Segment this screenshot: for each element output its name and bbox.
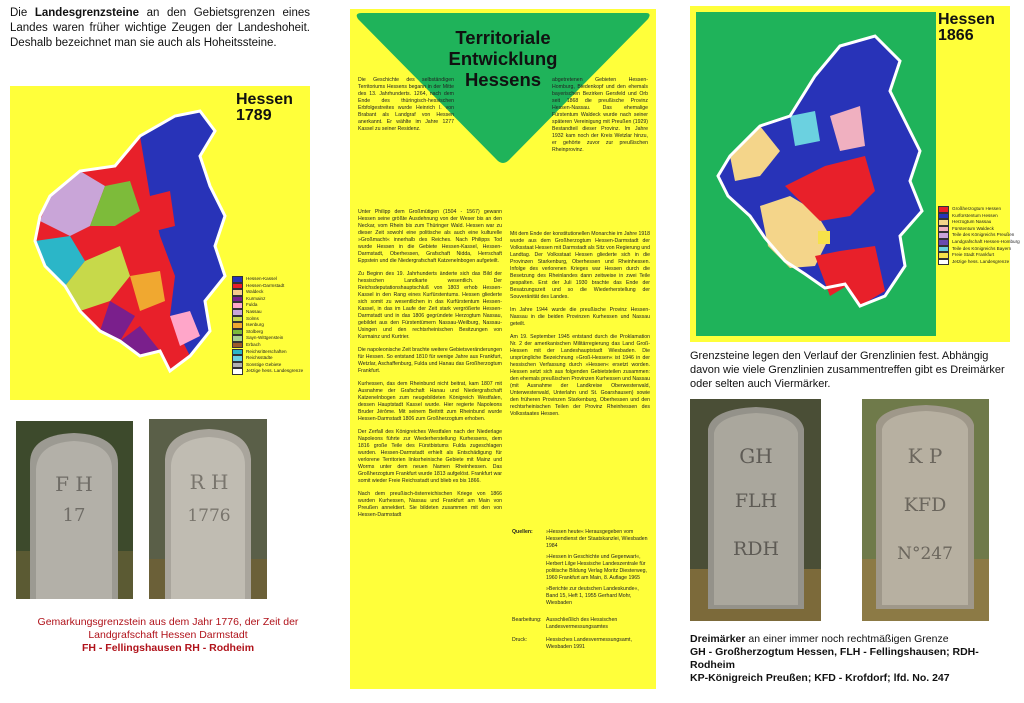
brochure-paragraph: Kurhessen, das dem Rheinbund nicht beitrat, kam 1807 mit Ausnahme der Grafschaft Hanau und Niedergrafschaft Katzenelnbogen zum neugebildeten Königreich Westfalen, dessen Hauptstadt Kassel wurde. Hier regierte Napoleons Bruder Jérôme. Mit seinem Beitritt zum Rheinbund wurde Hessen-Darmstadt 1806 zum Großherzogtum erhoben. — [358, 381, 502, 422]
map-1789-legend-item — [232, 322, 308, 329]
map-1789-legend-swatch — [232, 362, 243, 369]
map-1866-legend-label: Fürstentum Waldeck — [952, 225, 994, 231]
brochure-column-right — [510, 231, 650, 424]
map-1789-legend-label: Jetzige hess. Landesgrenze — [246, 368, 304, 374]
map-1789-legend-label: Waldeck — [246, 289, 264, 295]
map-1789-legend-label: Erbach — [246, 341, 261, 347]
map-1866-legend-label: Landgrafschaft Hessen-Homburg — [952, 238, 1020, 244]
map-1789-legend-label: Kurmainz — [246, 295, 266, 301]
map-1789-legend-swatch — [232, 349, 243, 356]
brochure-paragraph: Nach dem preußisch-österreichischen Kriege von 1866 wurden Kurhessen, Nassau und Frankfurt am Main von Preußen annektiert. Sie bildeten zusammen mit den von Hessen-Darmstadt — [358, 491, 502, 518]
source-item: »Berichte zur deutschen Landeskunde«, Band 15, Heft 1, 1955 Gerhard Mohr, Wiesbaden — [546, 586, 639, 606]
brochure-paragraph: Im Jahre 1944 wurde die preußische Provinz Hessen-Nassau in die beiden Provinzen Kurhessen und Nassau geteilt. — [510, 307, 650, 327]
map-1789-legend-label: Hessen-Kassel — [246, 276, 277, 281]
bearbeitung-label: Bearbeitung: — [512, 617, 542, 623]
map-1866-legend-swatch — [938, 226, 949, 233]
caption-stone-1776 — [12, 616, 324, 655]
map-1789-legend-swatch — [232, 309, 243, 316]
brochure-sources — [512, 529, 650, 651]
brochure-paragraph: Zu Beginn des 19. Jahrhunderts änderte sich das Bild der hessischen Landkarte wesentlich. Der Reichsdeputationshauptschluß von 1803 erhob Hessen-Kassel in den Rang eines Kurfürstentums. Hessen gliederte sich somit zu wesentlichen in das Kurfürstentum Hessen-Kassel, in das im Laufe der Zeit stark vergrößerte Hessen-Darmstadt und in das 1806 gegründete Herzogtum Nassau, gebildet aus den Fürstentümern Nassau-Weilburg, Nassau-Usingen und den rechtsrheinischen Besitzungen von Kurmainz und Kurtrier. — [358, 271, 502, 340]
caption-dreimaerker — [690, 633, 1020, 685]
brochure-title-1: Territoriale — [455, 27, 551, 48]
map-hessen-1789 — [10, 86, 310, 400]
map-1866-legend-label: Jetzige hess. Landesgrenze — [952, 258, 1010, 264]
stone-photo-rh — [149, 419, 267, 599]
map-1866-legend-label: Teile des Königreichs Preußen — [952, 232, 1015, 238]
caption-bottom-line2: GH - Großherzogtum Hessen, FLH - Fellingshausen; RDH-Rodheim — [690, 646, 979, 671]
map-1866-legend-swatch — [938, 219, 949, 226]
map-1789-legend — [232, 276, 308, 375]
caption-bottom-line3: KP-Königreich Preußen; KFD - Krofdorf; lfd. No. 247 — [690, 672, 950, 684]
map-1789-legend-item — [232, 368, 308, 375]
sources-label: Quellen: — [512, 529, 533, 535]
map-1866-legend-swatch — [938, 259, 949, 266]
map-1789-legend-swatch — [232, 368, 243, 375]
map-1866-title-1: Hessen — [938, 11, 995, 28]
map-1866-legend-swatch — [938, 239, 949, 246]
stone2-carving-1: R H — [189, 470, 229, 494]
map-1789-legend-label: Fulda — [246, 302, 258, 308]
map-1866-legend-swatch — [938, 206, 949, 213]
brochure-column-left — [358, 209, 502, 525]
map-1789-legend-label: Stolberg — [246, 328, 264, 334]
intro-paragraph — [10, 6, 310, 51]
brochure-title-3: Hessens — [464, 69, 542, 90]
stone1-carving-2: 17 — [62, 505, 86, 526]
map-1866-legend-label: Großherzogtum Hessen — [952, 206, 1002, 211]
brochure-paragraph: Der Zerfall des Königreiches Westfalen nach der Niederlage Napoleons führte zur Wiederherstellung Kurhessens, dem 1816 große Teile des Fürstbistums Fulda zugeschlagen wurden. Hessen-Darmstadt erhielt als Entschädigung für verlorene Territorien linksrheinische Gebiete mit Mainz und Worms unter dem neuen Namen Rheinhessen. Das Großherzogtum Frankfurt wurde 1813 aufgelöst. Frankfurt war somit wieder Freie Reichsstadt und blieb es bis 1866. — [358, 429, 502, 484]
map-1789-legend-item — [232, 329, 308, 336]
stone-photo-gh — [690, 399, 821, 621]
map-1789-legend-item — [232, 349, 308, 356]
map-1866-legend-swatch — [938, 246, 949, 253]
map-1866-legend-swatch — [938, 232, 949, 239]
stone-photo-fh — [16, 421, 133, 599]
map-1866-title-2: 1866 — [938, 27, 974, 44]
intro-bold-word: Landesgrenzsteine — [34, 7, 140, 19]
stone3-carving-2: FLH — [734, 490, 778, 512]
map-1789-title-1: Hessen — [236, 91, 293, 108]
map-1789-legend-swatch — [232, 316, 243, 323]
caption-right-text: Grenzsteine legen den Verlauf der Grenzlinien fest. Abhängig davon wie viele Grenzlinien zusammentreffen gibt es Dreimärker oder selten auch Viermärker. — [690, 350, 1005, 390]
map-1789-legend-label: Reichsritterschaften — [246, 348, 287, 354]
stone-photo-kp — [862, 399, 989, 621]
brochure-intro-right-text: abgetretenen Gebieten Hessen-Homburg, Biedenkopf und den ehemals bayerischen Bezirken Gersfeld und Orb seit 1868 die preußische Provinz Hessen-Nassau. Das ehemalige Fürstentum Waldeck wurde nach seiner späteren Vereinigung mit Preußen (1929) Bestandteil dieser Provinz. Im Jahre 1932 kam noch der Kreis Wetzlar hinzu, er gehörte zuvor zur preußischen Rheinprovinz. — [552, 77, 648, 153]
brochure-paragraph: Unter Philipp dem Großmütigen (1504 - 1567) gewann Hessen seine größte Ausdehnung von der Weser bis an den Neckar, vom Rhein bis zum Thüringer Wald. Hessen war zu dieser Zeit sowohl eine politische als auch eine kulturelle »Großmacht« innerhalb des Reiches. Nach Philipps Tod wurde Hessen in die Gebiete Hessen-Kassel, Hessen-Darmstadt, Oberhessen, Grafschaft Nidda, Herrschaft Eppstein und die Niedergrafschaft Katzenelnbogen aufgeteilt. — [358, 209, 502, 264]
map-1789-legend-swatch — [232, 289, 243, 296]
map-1866-legend-label: Freie Stadt Frankfurt — [952, 252, 995, 258]
map-1866-legend-swatch — [938, 252, 949, 259]
map-1789-legend-label: Isenburg — [246, 322, 264, 328]
intro-text: Die Landesgrenzsteine an den Gebietsgrenzen eines Landes waren früher wichtige Zeugen der Landeshoheit. Deshalb bezeichnet man sie auch als Hoheitssteine. — [10, 7, 310, 49]
map-1789-legend-item — [232, 309, 308, 316]
map-1789-legend-swatch — [232, 355, 243, 362]
map-1866-legend-item — [938, 226, 1008, 233]
map-1866-legend-item — [938, 252, 1008, 259]
map-1866-legend-swatch — [938, 213, 949, 220]
brochure-intro-left-text: Die Geschichte des selbständigen Territoriums Hessens begann in der Mitte des 13. Jahrhunderts. 1264, nach dem Ende des thüringisch-hessischen Erbfolgestreites wurde Heinrich I. von Brabant als Landgraf von Hessen anerkannt. Er wählte im Jahre 1277 Kassel zu seiner Residenz. — [358, 77, 454, 132]
map-1789-legend-label: Solms — [246, 315, 259, 321]
druck-label: Druck: — [512, 637, 527, 643]
map-1789-legend-item — [232, 296, 308, 303]
source-item: »Hessen heute« Herausgegeben vom Hessendienst der Staatskanzlei, Wiesbaden 1984 — [546, 529, 648, 549]
map-1866-graphic — [690, 6, 1010, 342]
bearbeitung-text: Ausschließlich des Hessischen Landesvermessungsamtes — [546, 617, 618, 630]
stone4-carving-2: KFD — [903, 494, 947, 516]
map-1789-legend-label: Reichsstädte — [246, 355, 273, 361]
stone4-carving-1: K P — [907, 444, 943, 468]
map-1789-legend-swatch — [232, 276, 243, 283]
caption-bottom-rest: an einer immer noch rechtmäßigen Grenze — [745, 633, 949, 645]
map-1789-legend-label: Hessen-Darmstadt — [246, 282, 285, 288]
map-1789-legend-label: Sonstige Gebiete — [246, 361, 282, 367]
sources-list — [546, 529, 650, 611]
map-1789-legend-item — [232, 335, 308, 342]
map-1866-legend-label: Kurfürstentum Hessen — [952, 212, 998, 218]
map-1789-legend-swatch — [232, 322, 243, 329]
map-1789-legend-item — [232, 362, 308, 369]
map-1789-legend-item — [232, 283, 308, 290]
map-1866-legend-item — [938, 259, 1008, 266]
map-1866-legend-item — [938, 219, 1008, 226]
map-1789-title-2: 1789 — [236, 107, 272, 124]
map-hessen-1866 — [690, 6, 1020, 342]
map-1866-legend-item — [938, 206, 1008, 213]
brochure-paragraph: Mit dem Ende der konstitutionellen Monarchie im Jahre 1918 wurde aus dem Großherzogtum Hessen-Darmstadt der Volksstaat Hessen mit Darmstadt als Sitz von Regierung und Landtag. Der Volksstaat Hessen gliederte sich in die Provinzen Starkenburg, Oberhessen und Rheinhessen. Infolge des verlorenen Krieges war Hessen durch die Besetzung des Rheinlandes dann zeitweise in zwei Teile gespalten. Erst der Juli 1930 brachte das Ende der Besatzungszeit und so die Wiederherstellung der Souveränität des Landes. — [510, 231, 650, 300]
brochure-intro-right — [552, 77, 648, 160]
map-1789-legend-label: Sayn-Wittgenstein — [246, 335, 284, 341]
stone3-carving-3: RDH — [732, 538, 780, 560]
map-1866-legend-label: Herzogtum Nassau — [952, 219, 992, 225]
map-1866-legend-item — [938, 232, 1015, 239]
stone4-carving-3: N°247 — [897, 544, 953, 564]
brochure-paragraph: Die napoleonische Zeit brachte weitere Gebietsveränderungen für Hessen. So entstand 1810 für wenige Jahre aus Frankfurt, Wetzlar, Aschaffenburg, Fulda und Hanau das Großherzogtum Frankfurt. — [358, 347, 502, 374]
map-1789-legend-item — [232, 316, 308, 323]
map-1866-legend-item — [938, 245, 1012, 253]
map-1789-legend-label: Nassau — [246, 308, 262, 314]
brochure-title-2: Entwicklung — [448, 48, 558, 69]
map-1866-legend-item — [938, 238, 1020, 246]
source-item: »Hessen in Geschichte und Gegenwart«, Herbert Lilge Hessische Landeszentrale für politische Bildung Verlag Moritz Diesterweg, 1960 Frankfurt am Main, 8. Auflage 1965 — [546, 554, 647, 581]
map-1789-legend-swatch — [232, 329, 243, 336]
brochure-panel — [350, 9, 656, 689]
druck-text: Hessisches Landesvermessungsamt, Wiesbaden 1991 — [546, 637, 632, 650]
caption-red-line1: Gemarkungsgrenzstein aus dem Jahr 1776, der Zeit der Landgrafschaft Hessen Darmstadt — [37, 616, 299, 641]
caption-grenzsteine — [690, 349, 1015, 391]
map-1789-legend-item — [232, 355, 308, 362]
map-1866-legend-label: Teile des Königreichs Bayern — [952, 245, 1012, 251]
stone3-carving-1: GH — [739, 444, 773, 468]
map-1789-legend-swatch — [232, 296, 243, 303]
map-1789-legend-swatch — [232, 283, 243, 290]
brochure-paragraph: Am 19. September 1945 entstand durch die Proklamation Nr. 2 der amerikanischen Militärregierung das Land Groß-Hessen mit der Landeshauptstadt Wiesbaden. Die ursprüngliche Bezeichnung »Groß-Hessen« ist 1946 in der hessischen Verfassung durch »Hessen« ersetzt worden. Hessen setzt sich aus folgenden Gebietsteilen zusammen: den ehemals preußischen Provinzen Kurhessen und Nassau (mit Ausnahme der Landkreise Oberwesterwald, Unterwesterwald, Unterlahn und St. Goarshausen) sowie den früheren Provinzen Starkenburg, Oberhessen und den rechtsrheinischen Teilen der Provinz Rheinhessen des Volksstaates Hessen. — [510, 334, 650, 417]
stone1-carving-1: F H — [55, 472, 93, 496]
map-1789-legend-item — [232, 302, 308, 309]
map-1789-legend-swatch — [232, 335, 243, 342]
map-1866-legend-item — [938, 213, 1008, 220]
map-1789-legend-item — [232, 342, 308, 349]
stone2-carving-2: 1776 — [187, 506, 231, 526]
caption-red-line2: FH - Fellingshausen RH - Rodheim — [81, 642, 255, 654]
map-1866-legend — [938, 206, 1020, 265]
map-1789-legend-swatch — [232, 342, 243, 349]
map-1789-legend-item — [232, 289, 308, 296]
map-1789-legend-item — [232, 276, 308, 283]
brochure-intro-left — [358, 77, 454, 139]
caption-bottom-bold: Dreimärker — [690, 633, 746, 645]
map-1789-legend-swatch — [232, 302, 243, 309]
